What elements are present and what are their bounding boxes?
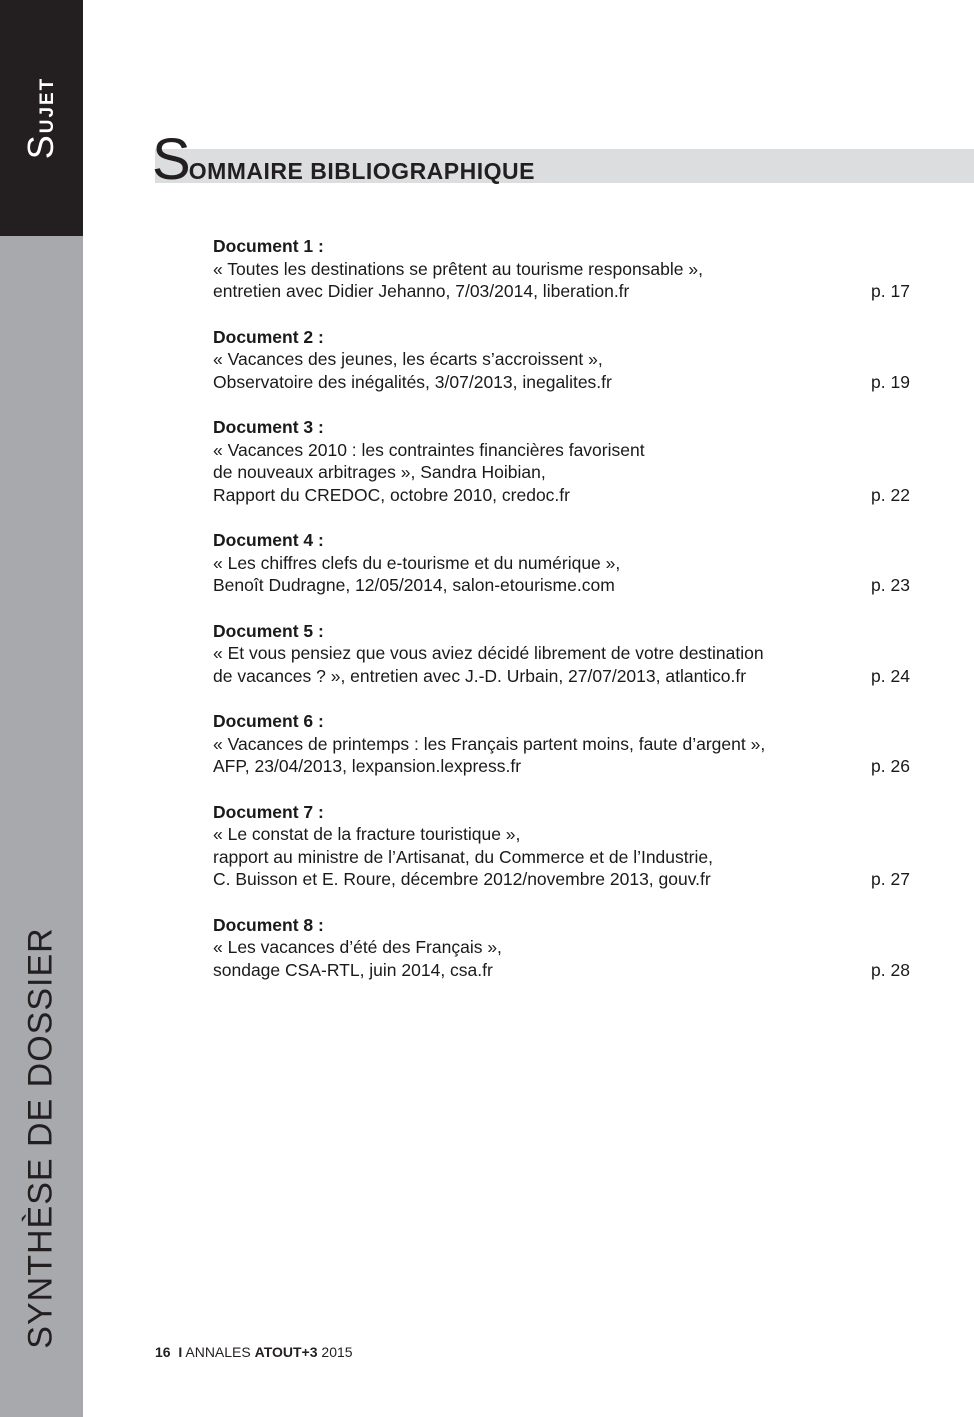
document-text-line: « Vacances de printemps : les Français partent moins, faute d’argent », (213, 733, 766, 754)
document-entry (213, 620, 913, 688)
title-initial: S (152, 127, 189, 192)
sidebar-section-label (20, 77, 62, 160)
document-text-line: « Et vous pensiez que vous aviez décidé librement de votre destination (213, 643, 764, 663)
document-page-number: p. 28 (871, 959, 910, 980)
document-source-line (213, 665, 913, 688)
page-title (152, 127, 535, 192)
document-text-line: « Les vacances d’été des Français », (213, 937, 502, 957)
footer-page-number: 16 (155, 1344, 171, 1360)
document-text-line: de nouveaux arbitrages », Sandra Hoibian, (213, 462, 546, 482)
document-source: entretien avec Didier Jehanno, 7/03/2014, liberation.fr (213, 281, 630, 301)
document-source: sondage CSA-RTL, juin 2014, csa.fr (213, 959, 493, 980)
section-rest: ujet (29, 76, 59, 134)
document-entry (213, 529, 913, 597)
footer-year: 2015 (321, 1344, 353, 1360)
document-text-line: « Vacances des jeunes, les écarts s’accroissent », (213, 349, 603, 369)
document-label: Document 3 : (213, 417, 324, 437)
document-source-line (213, 371, 913, 394)
document-page-number: p. 19 (871, 371, 910, 392)
document-source: AFP, 23/04/2013, lexpansion.lexpress.fr (213, 756, 522, 776)
document-entry (213, 801, 913, 891)
document-list (213, 235, 913, 1004)
document-label: Document 2 : (213, 326, 324, 347)
document-source-line (213, 959, 913, 982)
document-source-line (213, 280, 913, 303)
document-source: Rapport du CREDOC, octobre 2010, credoc.fr (213, 484, 570, 505)
document-page-number: p. 27 (871, 869, 910, 889)
document-entry (213, 914, 913, 982)
document-page-number: p. 22 (871, 484, 910, 505)
document-source-line (213, 755, 913, 778)
document-text-line: rapport au ministre de l’Artisanat, du Commerce et de l’Industrie, (213, 846, 713, 867)
document-text-line: « Vacances 2010 : les contraintes financières favorisent (213, 439, 645, 460)
document-label: Document 7 : (213, 801, 324, 822)
document-entry (213, 326, 913, 394)
document-label: Document 6 : (213, 711, 324, 731)
document-page-number: p. 26 (871, 756, 910, 776)
document-label: Document 8 : (213, 914, 324, 935)
document-text-line: « Les chiffres clefs du e-tourisme et du numérique », (213, 552, 621, 573)
footer-separator: I (178, 1344, 183, 1360)
footer-publication-name: ATOUT+3 (254, 1344, 318, 1360)
page-footer (155, 1344, 353, 1360)
document-entry (213, 710, 913, 778)
document-source: C. Buisson et E. Roure, décembre 2012/novembre 2013, gouv.fr (213, 869, 711, 889)
document-page-number: p. 17 (871, 281, 910, 301)
document-label: Document 5 : (213, 620, 324, 641)
document-source-line (213, 868, 913, 891)
footer-publication-prefix: ANNALES (185, 1344, 251, 1360)
document-source-line (213, 484, 913, 507)
title-rest: OMMAIRE BIBLIOGRAPHIQUE (188, 158, 535, 184)
document-label: Document 1 : (213, 236, 324, 256)
document-source-line (213, 574, 913, 597)
document-label: Document 4 : (213, 530, 324, 550)
document-source: de vacances ? », entretien avec J.-D. Urbain, 27/07/2013, atlantico.fr (213, 665, 747, 686)
document-page-number: p. 23 (871, 575, 910, 595)
document-entry (213, 235, 913, 303)
document-text-line: « Toutes les destinations se prêtent au tourisme responsable », (213, 258, 703, 279)
document-text-line: « Le constat de la fracture touristique », (213, 824, 521, 844)
document-page-number: p. 24 (871, 665, 910, 686)
document-source: Benoît Dudragne, 12/05/2014, salon-etourisme.com (213, 575, 615, 595)
document-source: Observatoire des inégalités, 3/07/2013, inegalites.fr (213, 371, 612, 392)
document-entry (213, 416, 913, 506)
section-initial: S (20, 133, 61, 160)
sidebar-vertical-title: SYNTHÈSE DE DOSSIER (21, 927, 60, 1349)
